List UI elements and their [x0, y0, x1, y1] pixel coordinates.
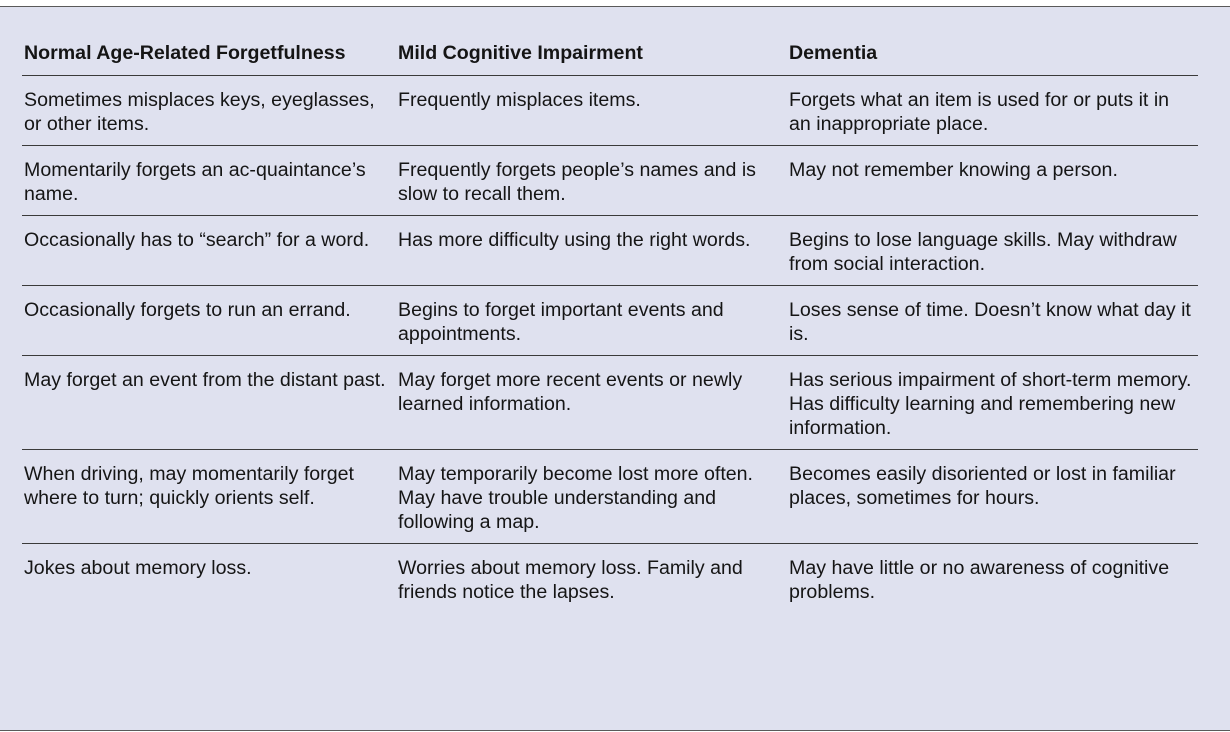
forgetfulness-comparison-table [22, 39, 1198, 613]
table-cell: Loses sense of time. Doesn’t know what day it is. [787, 286, 1198, 356]
table-row [22, 76, 1198, 146]
table-row [22, 544, 1198, 614]
table-cell: May forget an event from the distant past. [22, 356, 396, 450]
table-cell: Occasionally forgets to run an errand. [22, 286, 396, 356]
table-cell: Sometimes misplaces keys, eyeglasses, or other items. [22, 76, 396, 146]
comparison-panel [0, 6, 1230, 731]
table-cell: May have little or no awareness of cognitive problems. [789, 557, 1170, 603]
table-cell: Occasionally has to “search” for a word. [22, 216, 396, 286]
table-cell: Frequently forgets people’s names and is slow to recall them. [396, 146, 787, 216]
table-cell: When driving, may momentarily forget where to turn; quickly orients self. [22, 450, 396, 544]
table-row [22, 146, 1198, 216]
table-cell: Momentarily forgets an ac-quaintance’s name. [22, 146, 396, 216]
table-cell: May forget more recent events or newly learned information. [396, 356, 787, 450]
table-row [22, 286, 1198, 356]
table-cell: Has serious impairment of short-term memory. Has difficulty learning and remembering new information. [787, 356, 1198, 450]
table-row [22, 450, 1198, 544]
table-cell: May temporarily become lost more often. May have trouble understanding and following a map. [396, 450, 787, 544]
table-cell: Jokes about memory loss. [24, 557, 252, 579]
table-cell: Has more difficulty using the right words. [396, 216, 787, 286]
column-header-mild-cognitive-impairment: Mild Cognitive Impairment [396, 39, 787, 76]
table-cell: Begins to lose language skills. May withdraw from social interaction. [787, 216, 1198, 286]
column-header-normal-forgetfulness: Normal Age-Related Forgetfulness [22, 39, 396, 76]
table-cell: May not remember knowing a person. [787, 146, 1198, 216]
table-row [22, 216, 1198, 286]
table-cell: Forgets what an item is used for or puts it in an inappropriate place. [787, 76, 1198, 146]
column-header-dementia: Dementia [787, 39, 1198, 76]
table-cell: Frequently misplaces items. [396, 76, 787, 146]
table-cell: Becomes easily disoriented or lost in familiar places, sometimes for hours. [787, 450, 1198, 544]
table-cell: Worries about memory loss. Family and friends notice the lapses. [398, 557, 743, 603]
table-cell: Begins to forget important events and appointments. [396, 286, 787, 356]
table-row [22, 356, 1198, 450]
header-row [22, 39, 1198, 76]
